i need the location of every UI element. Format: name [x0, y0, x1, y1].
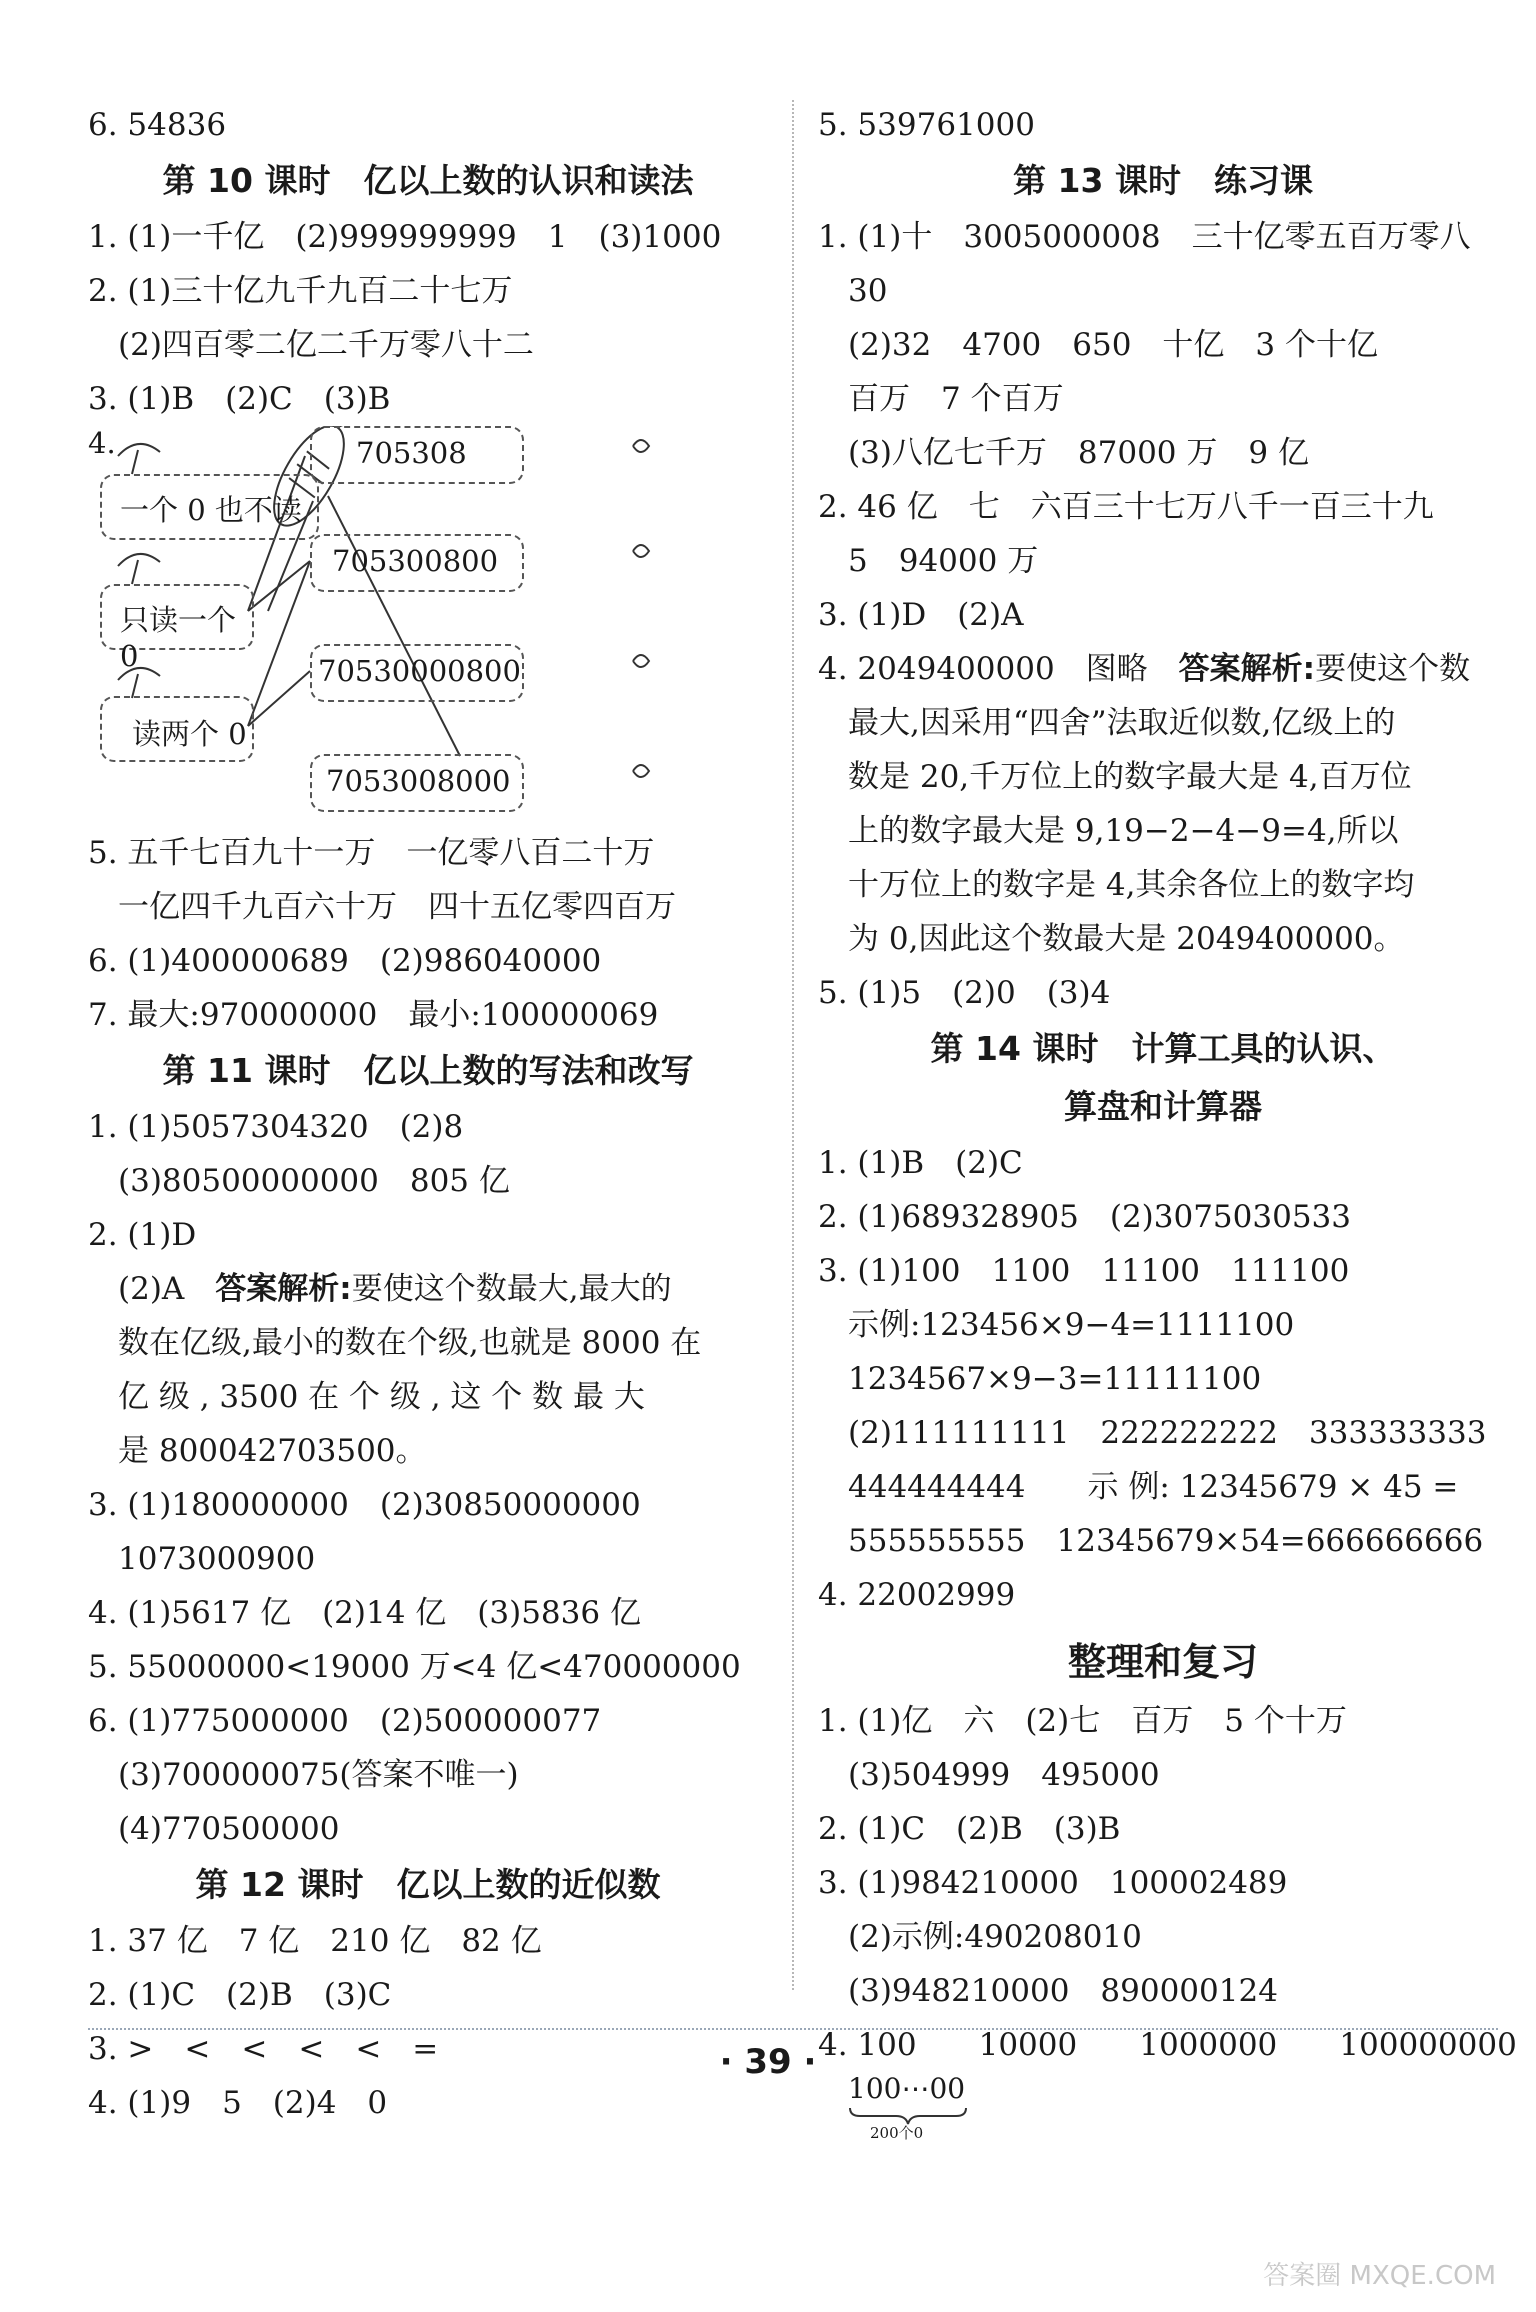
answer-analysis-tag: 答案解析: — [1178, 651, 1316, 687]
answer-line: 数是 20,千万位上的数字最大是 4,百万位 — [848, 759, 1412, 795]
answer-line: (2)四百零二亿二千万零八十二 — [118, 327, 534, 363]
right-box-2: 705300800 — [310, 534, 524, 592]
answer-line: 2. (1)D — [88, 1217, 197, 1253]
answer-line: 为 0,因此这个数最大是 2049400000。 — [848, 921, 1405, 957]
answer-line: 3. (1)180000000 (2)30850000000 — [88, 1487, 641, 1523]
right-box-1: 705308 — [310, 426, 524, 484]
answer-line: 30 — [848, 273, 888, 309]
answer-line: 2. (1)689328905 (2)3075030533 — [818, 1199, 1351, 1235]
answer-line: (3)80500000000 805 亿 — [118, 1163, 510, 1199]
brace-number: 100⋯00 — [848, 2072, 966, 2105]
answer-line: 3. (1)984210000 100002489 — [818, 1865, 1288, 1901]
answer-line: 7. 最大:970000000 最小:100000069 — [88, 997, 659, 1033]
answer-line: 亿 级 , 3500 在 个 级 , 这 个 数 最 大 — [118, 1379, 645, 1415]
answer-line: 5. 五千七百九十一万 一亿零八百二十万 — [88, 835, 655, 871]
left-box-2: 只读一个 0 — [100, 584, 254, 650]
answer-line: 百万 7 个百万 — [848, 381, 1064, 417]
answer-line: 5. (1)5 (2)0 (3)4 — [818, 975, 1111, 1011]
answer-line: (3)504999 495000 — [848, 1757, 1160, 1793]
answer-line: 5. 539761000 — [818, 107, 1035, 143]
answer-line: 1. (1)一千亿 (2)999999999 1 (3)1000 — [88, 219, 722, 255]
answer-line: 2. (1)C (2)B (3)B — [818, 1811, 1121, 1847]
answer-line: (3)700000075(答案不唯一) — [118, 1757, 519, 1793]
answer-line: (2)111111111 222222222 333333333 — [848, 1415, 1487, 1451]
answer-line: 3. (1)D (2)A — [818, 597, 1024, 633]
lesson-12-heading: 第 12 课时 亿以上数的近似数 — [195, 1865, 661, 1904]
plant-icon — [633, 440, 649, 777]
answer-line: 1. (1)十 3005000008 三十亿零五百万零八 — [818, 219, 1471, 255]
answer-line: 1. (1)亿 六 (2)七 百万 5 个十万 — [818, 1703, 1347, 1739]
answer-line: (2)示例:490208010 — [848, 1919, 1142, 1955]
page-number: · 39 · — [719, 2042, 817, 2082]
answer-line: 5. 55000000<19000 万<4 亿<470000000 — [88, 1649, 741, 1685]
matching-diagram — [88, 426, 768, 826]
answer-line: 上的数字最大是 9,19−2−4−9=4,所以 — [848, 813, 1399, 849]
answer-line: 示例:123456×9−4=1111100 — [848, 1307, 1295, 1343]
answer-line: 4. 2049400000 图略 答案解析:要使这个数 — [818, 651, 1471, 687]
answer-line: 4. 22002999 — [818, 1577, 1016, 1613]
right-box-4: 7053008000 — [310, 754, 524, 812]
answer-line: 1. (1)5057304320 (2)8 — [88, 1109, 464, 1145]
answer-line: 444444444 示 例: 12345679 × 45 = — [848, 1469, 1459, 1505]
answer-line: 3. (1)B (2)C (3)B — [88, 381, 391, 417]
column-divider — [792, 100, 794, 1990]
answer-line: 2. (1)三十亿九千九百二十七万 — [88, 273, 513, 309]
answer-line: 6. (1)400000689 (2)986040000 — [88, 943, 602, 979]
answer-line: 1. (1)B (2)C — [818, 1145, 1023, 1181]
left-box-1: 一个 0 也不读 — [100, 474, 319, 540]
brace-notation — [818, 2072, 1508, 2142]
answer-line: 数在亿级,最小的数在个级,也就是 8000 在 — [118, 1325, 702, 1361]
right-column — [818, 98, 1517, 2142]
lesson-14-heading: 第 14 课时 计算工具的认识、 — [930, 1029, 1396, 1068]
answer-line: 4. 100 10000 1000000 100000000 — [818, 2027, 1517, 2063]
answer-line: 1073000900 — [118, 1541, 316, 1577]
answer-line: (2)32 4700 650 十亿 3 个十亿 — [848, 327, 1378, 363]
answer-line: 2. 46 亿 七 六百三十七万八千一百三十九 — [818, 489, 1434, 525]
left-box-3: 读两个 0 — [100, 696, 254, 762]
answer-line: 最大,因采用“四舍”法取近似数,亿级上的 — [848, 705, 1396, 741]
answer-line: 3. (1)100 1100 11100 111100 — [818, 1253, 1350, 1289]
right-box-3: 70530000800 — [310, 644, 524, 702]
lesson-11-heading: 第 11 课时 亿以上数的写法和改写 — [162, 1051, 694, 1090]
answer-line: 5 94000 万 — [848, 543, 1039, 579]
answer-line: 一亿四千九百六十万 四十五亿零四百万 — [118, 889, 676, 925]
answer-line: (3)八亿七千万 87000 万 9 亿 — [848, 435, 1309, 471]
answer-line: 1. 37 亿 7 亿 210 亿 82 亿 — [88, 1923, 542, 1959]
watermark-logo: 答案圈 MXQE.COM — [1263, 2261, 1496, 2291]
answer-line: 4. (1)9 5 (2)4 0 — [88, 2085, 388, 2121]
answer-line: 1234567×9−3=11111100 — [848, 1361, 1262, 1397]
answer-line: 3. > < < < < = — [88, 2031, 439, 2067]
answer-line: (4)770500000 — [118, 1811, 340, 1847]
answer-line: (2)A 答案解析:要使这个数最大,最大的 — [118, 1271, 672, 1307]
answer-line: 555555555 12345679×54=666666666 — [848, 1523, 1484, 1559]
brace-label: 200个0 — [870, 2124, 924, 2142]
answer-line: 6. 54836 — [88, 107, 227, 143]
answer-analysis-tag: 答案解析: — [215, 1271, 352, 1307]
review-heading: 整理和复习 — [1067, 1640, 1258, 1684]
lesson-13-heading: 第 13 课时 练习课 — [1013, 161, 1313, 200]
lesson-14-heading-line-2: 算盘和计算器 — [1064, 1087, 1262, 1126]
answer-line: 4. (1)5617 亿 (2)14 亿 (3)5836 亿 — [88, 1595, 641, 1631]
answer-line: 十万位上的数字是 4,其余各位上的数字均 — [848, 867, 1415, 903]
question-4-label: 4. — [88, 426, 116, 460]
answer-line: 是 800042703500。 — [118, 1433, 427, 1469]
bottom-rule — [88, 2028, 1498, 2030]
answer-line: 6. (1)775000000 (2)500000077 — [88, 1703, 602, 1739]
answer-line: (3)948210000 890000124 — [848, 1973, 1278, 2009]
lesson-10-heading: 第 10 课时 亿以上数的认识和读法 — [162, 161, 694, 200]
answer-line: 2. (1)C (2)B (3)C — [88, 1977, 392, 2013]
left-column — [88, 98, 768, 2130]
